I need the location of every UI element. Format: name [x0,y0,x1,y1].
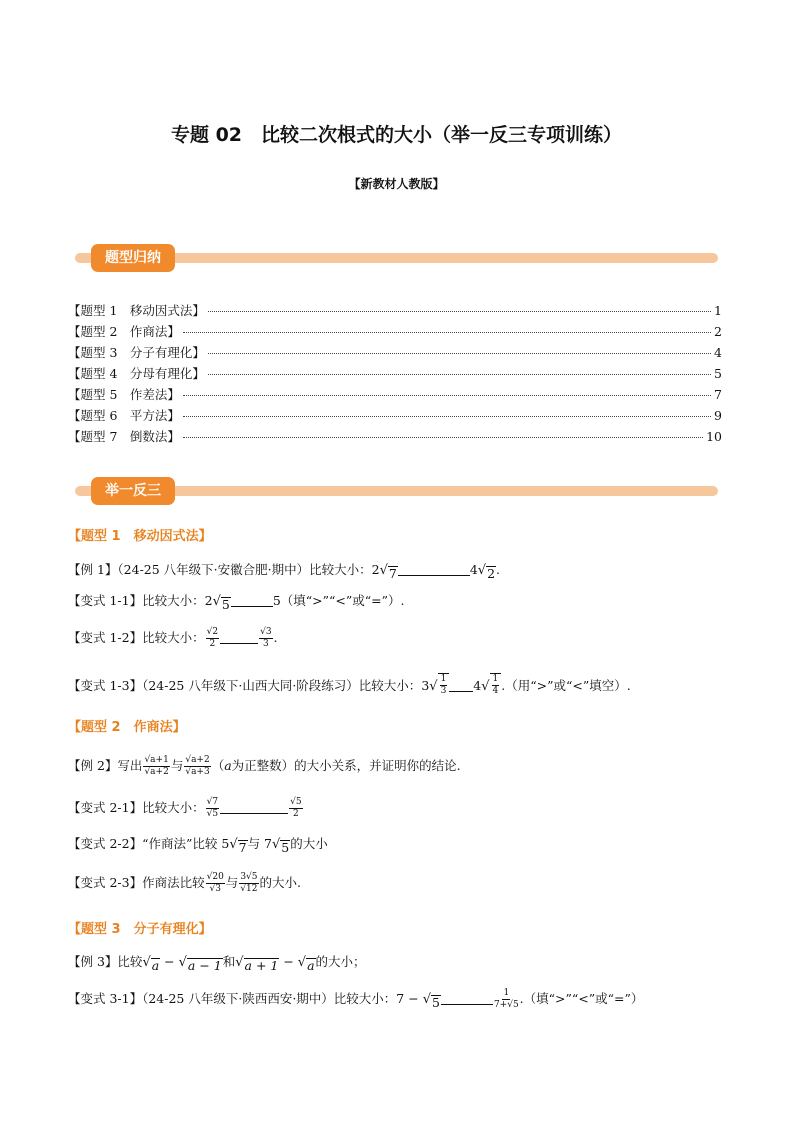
toc-row[interactable] [68,301,722,322]
fraction [206,872,225,895]
punct: . [273,630,278,645]
connector: 与 [225,875,239,890]
denominator: 4 [492,686,499,696]
variant-3-1 [68,988,643,1011]
variant-2-3 [68,872,301,895]
denominator: √a+2 [144,767,169,777]
numerator: √a+1 [144,755,169,765]
variant-1-2 [68,627,278,650]
toc-leader [183,332,711,333]
answer-blank[interactable] [220,631,258,644]
toc-page: 2 [714,324,722,339]
fraction [440,674,448,697]
sqrt-expr: √ a − 1 [178,955,222,973]
toc-leader [208,353,711,354]
page-title: 专题 02 比较二次根式的大小（举一反三专项训练） [170,124,623,146]
toc-row[interactable] [68,343,722,364]
radicand: 5 [431,995,440,1010]
instruction: .（填“>”“<”或“=”） [519,991,644,1006]
page-subtitle: 【新教材人教版】 [348,177,445,191]
coef: 3 [421,678,430,693]
coef: 2 [204,593,213,608]
numerator: 1 [492,674,499,684]
example-1 [68,560,500,581]
toc-row[interactable] [68,322,722,343]
sqrt-expr: √ 5 [212,594,230,612]
numerator: √3 [260,627,272,637]
variant-1-1 [68,591,405,612]
numerator: √a+2 [185,755,210,765]
radicand: 5 [281,840,290,855]
radicand: 5 [221,597,230,612]
variant-text: 【变式 3-1】（24-25 八年级下·陕西西安·期中）比较大小：7 − [68,991,423,1006]
radicand: 2 [487,566,496,581]
toc-label: 【题型 4 分母有理化】 [68,366,205,381]
variant-text: 【变式 2-1】比较大小： [68,800,205,815]
paren: （ [211,758,225,773]
radicand: 7 [388,566,397,581]
denominator: √12 [240,884,258,894]
toc-page: 1 [714,303,722,318]
toc-row[interactable] [68,364,722,385]
toc-page: 7 [714,387,722,402]
banner-badge: 题型归纳 [91,244,175,272]
answer-blank[interactable] [398,563,470,576]
sqrt-expr: √ 5 [272,837,290,855]
sqrt-expr: √ a [142,955,160,973]
fraction [494,988,519,1011]
section-heading-1: 【题型 1 移动因式法】 [68,529,212,544]
fraction [143,755,169,778]
radicand: a − 1 [187,958,222,973]
fraction [239,872,258,895]
toc-leader [183,416,711,417]
toc-leader [183,437,703,438]
toc-row[interactable] [68,385,722,406]
answer-blank[interactable] [441,992,493,1005]
variant-2-2 [68,834,328,855]
instruction: 的大小. [259,875,301,890]
denominator: √5 [206,809,219,819]
numerator: √5 [290,797,302,807]
variable: a [224,758,232,773]
toc-label: 【题型 1 移动因式法】 [68,303,205,318]
answer-blank[interactable] [231,594,273,607]
numerator: 3√5 [240,872,258,882]
toc-leader [208,374,711,375]
numerator: √20 [206,872,224,882]
variant-text: 【变式 1-1】比较大小： [68,593,205,608]
variant-2-1 [68,797,304,820]
fraction [184,755,210,778]
fraction [289,797,302,820]
example-text: 【例 2】写出 [68,758,143,773]
toc-row[interactable] [68,406,722,427]
radicand: a [151,958,160,973]
section-heading-3: 【题型 3 分子有理化】 [68,922,212,937]
operator: − [279,954,298,969]
example-text: 【例 1】（24-25 八年级下·安徽合肥·期中）比较大小： [68,562,372,577]
toc-label: 【题型 2 作商法】 [68,324,180,339]
banner-badge: 举一反三 [91,477,175,505]
sqrt-expr: √ 7 [379,563,397,581]
sqrt-expr: √ 7 [229,837,247,855]
sqrt-expr: √ a + 1 [235,955,279,973]
toc-page: 9 [714,408,722,423]
fraction [492,674,500,697]
punct: . [496,562,501,577]
denominator: 3 [440,686,447,696]
variant-text: 【变式 2-3】作商法比较 [68,875,205,890]
toc-page: 4 [714,345,722,360]
example-3 [68,952,366,973]
toc-leader [183,395,711,396]
connector: 与 7 [247,836,272,851]
banner-question-types [75,244,718,272]
table-of-contents [68,301,722,448]
coef: 4 [473,678,482,693]
denominator: 2 [209,639,216,649]
operator: − [160,954,179,969]
toc-label: 【题型 7 倒数法】 [68,429,180,444]
toc-page: 10 [706,429,722,444]
numerator: 1 [440,674,447,684]
instruction: 的大小； [315,954,366,969]
value: 5 [272,593,281,608]
toc-label: 【题型 5 作差法】 [68,387,180,402]
variant-text: 【变式 2-2】“作商法”比较 5 [68,836,230,851]
sqrt-expr: √ 5 [422,992,440,1010]
instruction: .（用“>”或“<”填空）. [501,678,631,693]
fraction [206,797,219,820]
denominator: 2 [292,809,299,819]
radicand: a + 1 [244,958,279,973]
connector: 与 [170,758,184,773]
sqrt-expr: √ $\frac{1}{4}$ [481,673,501,697]
coef: 2 [371,562,380,577]
numerator: √2 [206,627,219,637]
denominator: 7+√5 [493,1000,519,1010]
instruction: 为正整数）的大小关系，并证明你的结论. [231,758,461,773]
radicand: 7 [238,840,247,855]
example-text: 【例 3】比较 [68,954,143,969]
numerator: √7 [206,797,219,807]
sqrt-expr: √ $\frac{1}{3}$ [429,673,449,697]
denominator: √a+3 [185,767,210,777]
fraction [206,627,219,650]
sqrt-expr: √ 2 [477,563,496,581]
answer-blank[interactable] [220,801,288,814]
instruction: （填“>”“<”或“=”）. [280,593,405,608]
denominator: 3 [262,639,269,649]
coef: 4 [469,562,478,577]
numerator: 1 [503,988,510,998]
variant-1-3 [68,673,631,697]
toc-page: 5 [714,366,722,381]
banner-practice [75,477,718,505]
example-2 [68,755,461,778]
section-heading-2: 【题型 2 作商法】 [68,720,186,735]
connector: 和 [222,954,236,969]
variant-text: 【变式 1-3】（24-25 八年级下·山西大同·阶段练习）比较大小： [68,678,422,693]
instruction: 的大小 [290,836,328,851]
variant-text: 【变式 1-2】比较大小： [68,630,205,645]
toc-leader [208,311,711,312]
fraction [259,627,272,650]
toc-label: 【题型 6 平方法】 [68,408,180,423]
answer-blank[interactable] [449,679,473,692]
toc-row[interactable] [68,427,722,448]
sqrt-expr: √ a [297,955,315,973]
radicand: a [307,958,315,973]
toc-label: 【题型 3 分子有理化】 [68,345,205,360]
denominator: √3 [209,884,221,894]
